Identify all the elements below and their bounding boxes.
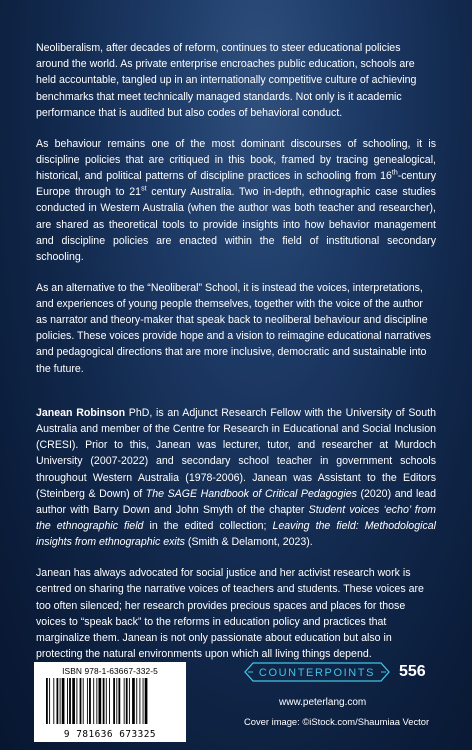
blurb-paragraph-1: Neoliberalism, after decades of reform, continues to steer educational policies around the world. As private enterprise encroaches public education, schools are held accountable, tangled up in an internationally competitive culture of achieving benchmarks that meet technically managed standards. Not only is it academic performance that is audited but also codes of behavioral conduct. xyxy=(36,42,417,119)
counterpoints-series-logo xyxy=(243,661,391,683)
isbn-label: ISBN 978-1-63667-332-5 xyxy=(62,666,158,676)
cover-image-credit: Cover image: ©iStock.com/Shaumiaa Vector xyxy=(244,716,430,727)
series-number: 556 xyxy=(399,663,426,680)
series-logo-text: COUNTERPOINTS xyxy=(258,667,376,679)
barcode-bars-icon xyxy=(44,678,176,724)
author-bio-paragraph-1: Janean Robinson PhD, is an Adjunct Research Fellow with the University of South Australia and member of the Centre for Research in Educational and Social Inclusion (CRESI). Prior to this, Janean was lecturer, tutor, and researcher at Murdoch University (2007-2022) and secondary school teacher in government schools throughout Western Australia (1978-2006). Janean was Assistant to the Editors (Steinberg & Down) of The SAGE Handbook of Critical Pedagogies (2020) and lead author with Barry Down and John Smyth of the chapter Student voices ‘echo’ from the ethnographic field in the edited collection; Leaving the field: Methodological insights from ethnographic exits (Smith & Delamont, 2023). xyxy=(36,406,437,549)
isbn-barcode xyxy=(34,662,186,742)
author-name: Janean Robinson xyxy=(36,406,126,419)
author-bio-paragraph-2: Janean has always advocated for social justice and her activist research work is centred on sharing the narrative voices of teachers and students. These voices are too often silenced; her research provides precious spaces and places for those voices to “speak back” to the reforms in education policy and practices that marginalize them. Janean is not only passionate about education but also in protecting the natural environments upon which all living things depend. xyxy=(36,567,424,661)
blurb-paragraph-2: As behaviour remains one of the most dominant discourses of schooling, it is discipline policies that are critiqued in this book, framed by tracing genealogical, historical, and political patterns of discipline practices in schooling from 16th-century Europe through to 21st century Australia. Two in-depth, ethnographic case studies conducted in Western Australia (when the author was both teacher and researcher), are shared as theoretical tools to provide insights into how behavior management and discipline policies are enacted within the field of institutional secondary schooling. xyxy=(36,137,436,263)
blurb-paragraph-3: As an alternative to the “Neoliberal” School, it is instead the voices, interpretations, and experiences of young people themselves, together with the voice of the author as narrator and theory-maker that speak back to neoliberal behaviour and discipline policies. These voices provide hope and a vision to reimagine educational narratives and pedagogical directions that are more inclusive, democratic and sustainable into the future. xyxy=(36,281,431,375)
isbn-digits: 9 781636 673325 xyxy=(63,729,157,740)
publisher-website: www.peterlang.com xyxy=(279,697,367,708)
back-cover-text xyxy=(36,40,436,677)
